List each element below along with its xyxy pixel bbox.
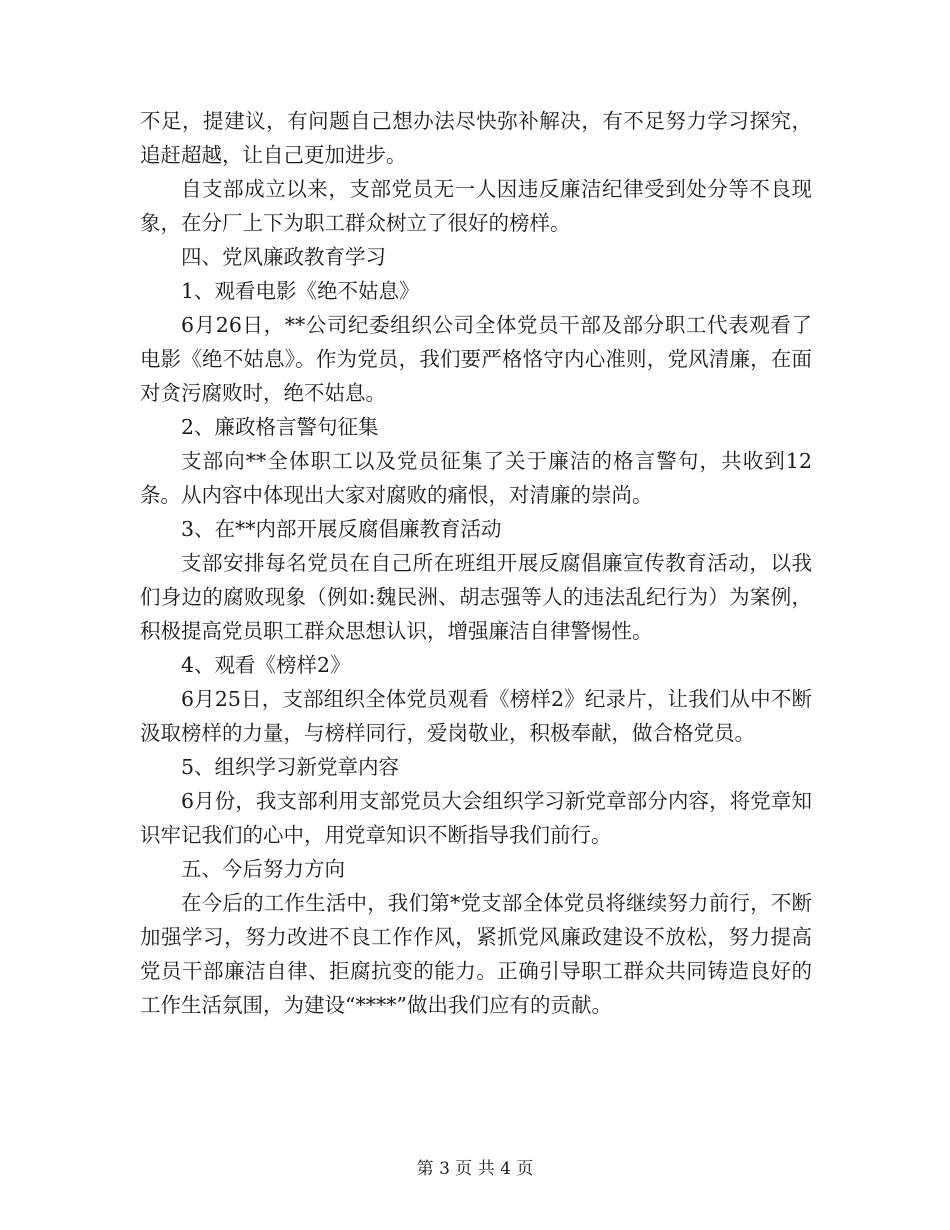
subsection-heading: 1、观看电影《绝不姑息》 (181, 279, 420, 303)
section-heading: 五、今后努力方向 (181, 857, 345, 881)
document-body (140, 104, 812, 1022)
subsection-heading: 5、组织学习新党章内容 (181, 755, 400, 779)
paragraph: 在今后的工作生活中，我们第*党支部全体党员将继续努力前行，不断加强学习，努力改进不良工作作风，紧抓党风廉政建设不放松，努力提高党员干部廉洁自律、拒腐抗变的能力。正确引导职工群众共同铸造良好的工作生活氛围，为建设“****”做出我们应有的贡献。 (140, 891, 812, 1017)
paragraph: 支部安排每名党员在自己所在班组开展反腐倡廉宣传教育活动，以我们身边的腐败现象（例如:魏民洲、胡志强等人的违法乱纪行为）为案例，积极提高党员职工群众思想认识，增强廉洁自律警惕性。 (140, 551, 812, 643)
paragraph-continued: 不足，提建议，有问题自己想办法尽快弥补解决，有不足努力学习探究，追赶超越，让自己更加进步。 (140, 109, 812, 167)
page-number-footer: 第 3 页 共 4 页 (416, 1159, 534, 1179)
section-heading: 四、党风廉政教育学习 (181, 245, 386, 269)
subsection-heading: 4、观看《榜样2》 (181, 653, 351, 677)
paragraph: 自支部成立以来，支部党员无一人因违反廉洁纪律受到处分等不良现象，在分厂上下为职工群众树立了很好的榜样。 (140, 177, 812, 235)
paragraph: 支部向**全体职工以及党员征集了关于廉洁的格言警句，共收到12条。从内容中体现出大家对腐败的痛恨，对清廉的崇尚。 (140, 449, 812, 507)
paragraph: 6月份，我支部利用支部党员大会组织学习新党章部分内容，将党章知识牢记我们的心中，用党章知识不断指导我们前行。 (140, 789, 812, 847)
paragraph: 6月25日，支部组织全体党员观看《榜样2》纪录片，让我们从中不断汲取榜样的力量，与榜样同行，爱岗敬业，积极奉献，做合格党员。 (140, 687, 812, 745)
subsection-heading: 3、在**内部开展反腐倡廉教育活动 (181, 517, 502, 541)
paragraph: 6月26日，**公司纪委组织公司全体党员干部及部分职工代表观看了电影《绝不姑息》。作为党员，我们要严格恪守内心准则，党风清廉，在面对贪污腐败时，绝不姑息。 (140, 313, 812, 405)
subsection-heading: 2、廉政格言警句征集 (181, 415, 379, 439)
